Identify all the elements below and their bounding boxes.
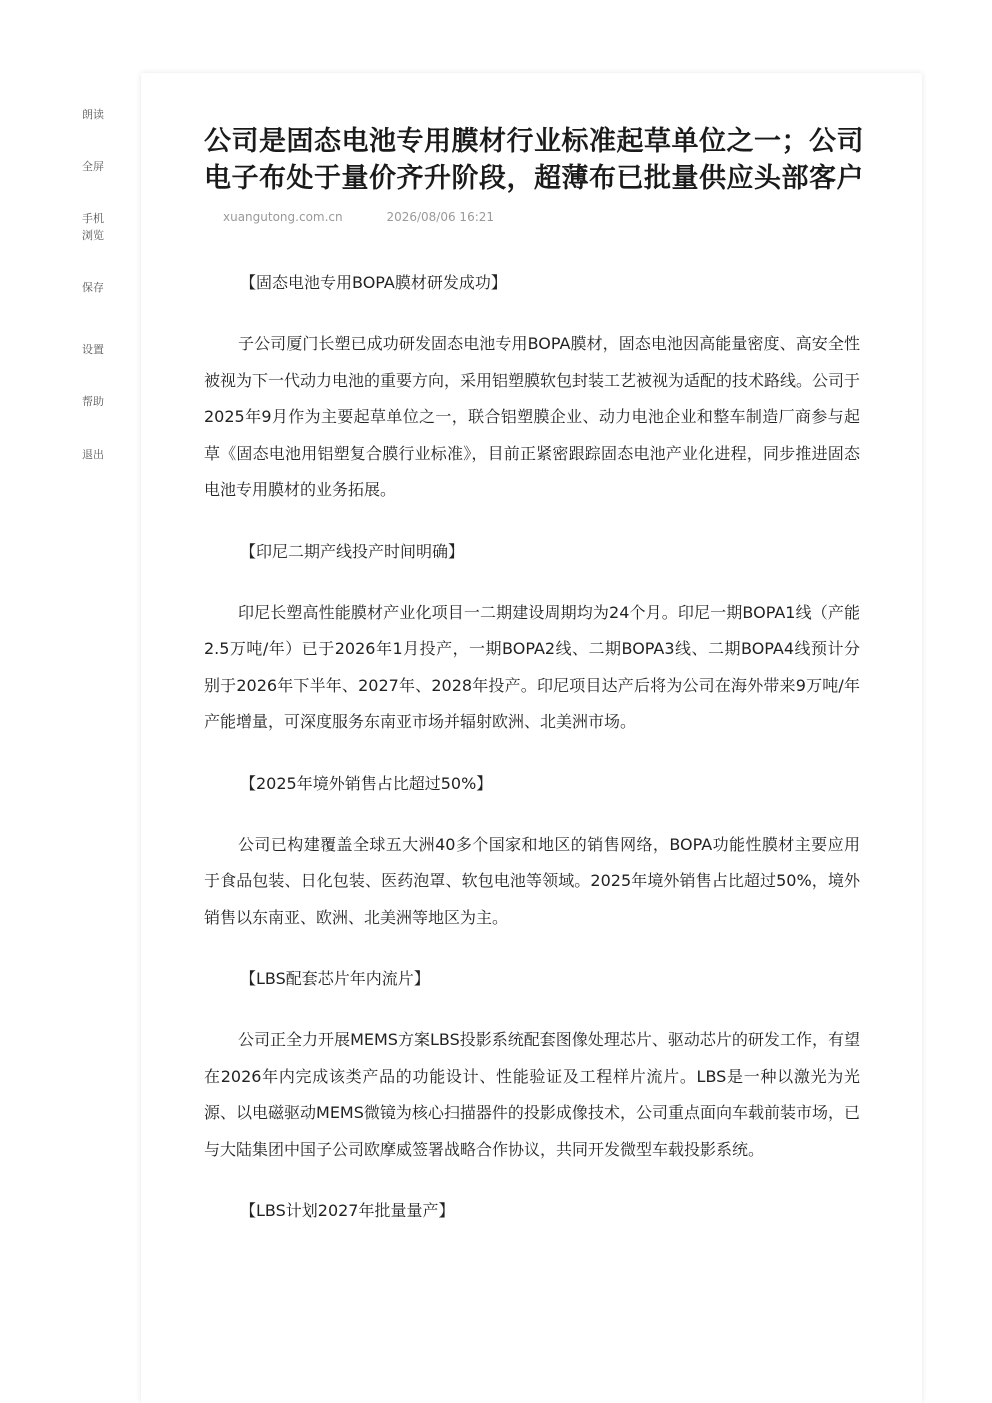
article-source: xuangutong.com.cn: [223, 210, 343, 224]
section-paragraph: 子公司厦门长塑已成功研发固态电池专用BOPA膜材，固态电池因高能量密度、高安全性被视为下一代动力电池的重要方向，采用铝塑膜软包封装工艺被视为适配的技术路线。公司于2025年9月作为主要起草单位之一，联合铝塑膜企业、动力电池企业和整车制造厂商参与起草《固态电池用铝塑复合膜行业标准》，目前正紧密跟踪固态电池产业化进程，同步推进固态电池专用膜材的业务拓展。: [204, 334, 861, 499]
help-button[interactable]: 帮助: [82, 395, 104, 408]
article-body: [204, 271, 860, 1254]
article-title: 公司是固态电池专用膜材行业标准起草单位之一；公司电子布处于量价齐升阶段，超薄布已批量供应头部客户: [204, 126, 864, 194]
article-meta: [223, 210, 494, 224]
section-heading: 【印尼二期产线投产时间明确】: [240, 541, 465, 561]
section-heading: 【LBS配套芯片年内流片】: [240, 969, 430, 988]
settings-button[interactable]: 设置: [82, 343, 104, 356]
section-paragraph: 公司已构建覆盖全球五大洲40多个国家和地区的销售网络，BOPA功能性膜材主要应用于食品包装、日化包装、医药泡罩、软包电池等领域。2025年境外销售占比超过50%，境外销售以东南亚、欧洲、北美洲等地区为主。: [204, 834, 860, 927]
exit-button[interactable]: 退出: [82, 448, 104, 461]
section-paragraph: 印尼长塑高性能膜材产业化项目一二期建设周期均为24个月。印尼一期BOPA1线（产能2.5万吨/年）已于2026年1月投产，一期BOPA2线、二期BOPA3线、二期BOPA4线预计分别于2026年下半年、2027年、2028年投产。印尼项目达产后将为公司在海外带来9万吨/年产能增量，可深度服务东南亚市场并辐射欧洲、北美洲市场。: [204, 602, 860, 731]
section-heading: 【固态电池专用BOPA膜材研发成功】: [240, 273, 507, 292]
section-heading: 【2025年境外销售占比超过50%】: [240, 773, 493, 793]
mobile-view-button[interactable]: 手机 浏览: [82, 212, 104, 242]
read-aloud-button[interactable]: 朗读: [82, 108, 104, 121]
section-heading: 【LBS计划2027年批量量产】: [240, 1201, 455, 1220]
section-paragraph: 公司正全力开展MEMS方案LBS投影系统配套图像处理芯片、驱动芯片的研发工作，有望在2026年内完成该类产品的功能设计、性能验证及工程样片流片。LBS是一种以激光为光源、以电磁驱动MEMS微镜为核心扫描器件的投影成像技术，公司重点面向车载前装市场，已与大陆集团中国子公司欧摩威签署战略合作协议，共同开发微型车载投影系统。: [204, 1030, 860, 1159]
article-card: [141, 73, 922, 1403]
article-date: 2026/08/06 16:21: [386, 210, 495, 224]
save-button[interactable]: 保存: [82, 281, 104, 294]
fullscreen-button[interactable]: 全屏: [82, 160, 104, 173]
